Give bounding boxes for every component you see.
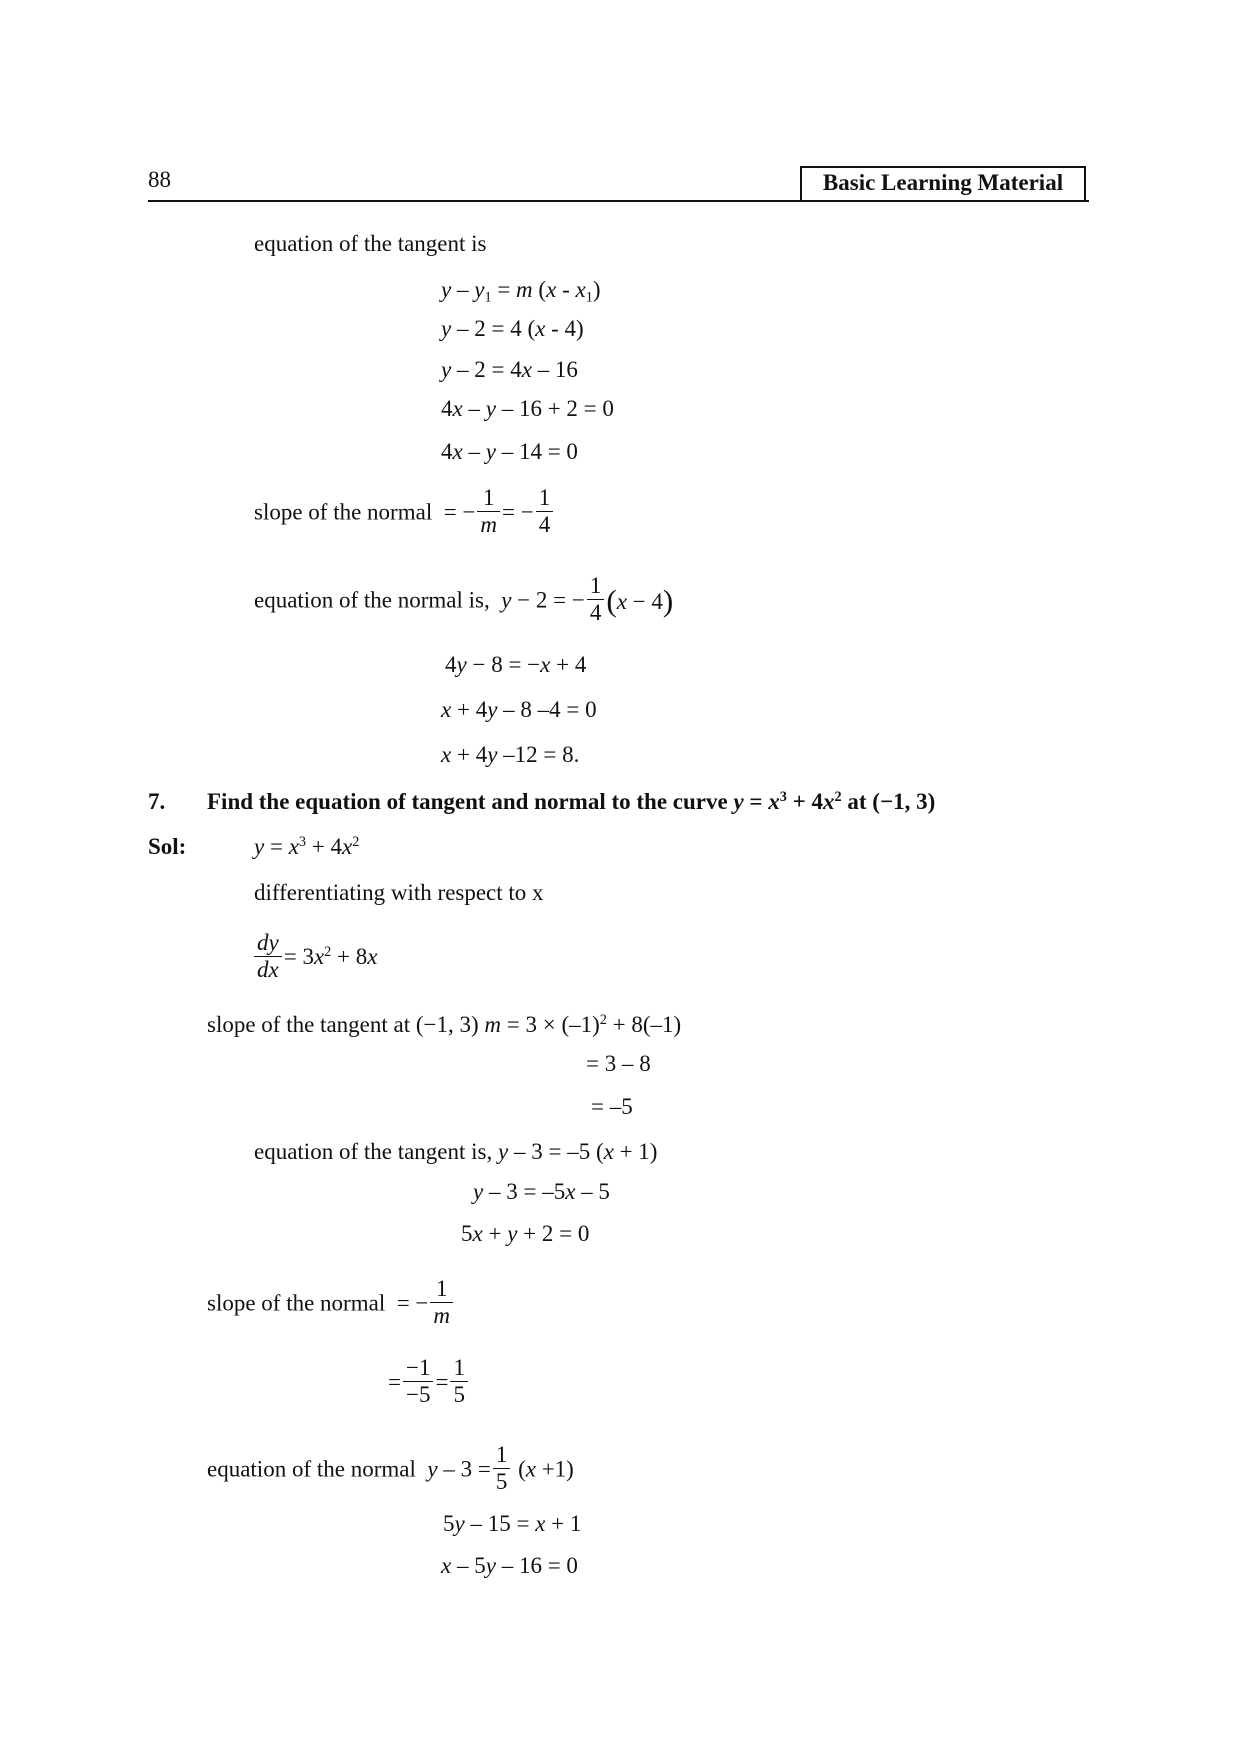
differentiating-text: differentiating with respect to x <box>254 880 544 905</box>
tangent-equation-line-3: y – 2 = 4x – 16 <box>441 357 578 382</box>
fraction-dy-dx: $\frac{dy}{dx}$ <box>254 930 282 984</box>
normal-equation-line-2: 4y − 8 = −x + 4 <box>445 652 587 677</box>
running-title: Basic Learning Material <box>800 166 1086 200</box>
normal-eq-step-3: x – 5y – 16 = 0 <box>441 1553 578 1578</box>
curve-equation: $y = x^3 + 4x^2$ <box>254 834 360 859</box>
tangent-eq-step-2: y – 3 = –5x – 5 <box>473 1179 610 1204</box>
slope-normal-value: = $\frac{-1}{-5}$ = $\frac{1}{5}$ <box>388 1355 470 1409</box>
fraction-1-over-5-b: $\frac{1}{5}$ <box>493 1442 511 1496</box>
header-rule <box>148 200 1089 202</box>
fraction-1-over-m-b: $\frac{1}{m}$ <box>430 1276 453 1330</box>
slope-normal-label: slope of the normal <box>207 1290 386 1316</box>
fraction-1-over-5: $\frac{1}{5}$ <box>450 1355 468 1409</box>
normal-equation-line-4: x + 4y –12 = 8. <box>441 742 580 767</box>
slope-normal-row: slope of the normal = − $\frac{1}{m}$ <box>207 1276 455 1330</box>
normal-eq-row: equation of the normal y – 3 = $\frac{1}{5}$ (x +1) <box>207 1442 574 1495</box>
normal-slope-row: slope of the normal = − $\frac{1}{m}$ = − $\frac{1}{4}$ <box>254 485 555 539</box>
question-row: Find the equation of tangent and normal to the curve $y = x^3 + 4x^2$ at (−1, 3) <box>207 789 936 814</box>
normal-eq-label-sol: equation of the normal <box>207 1456 416 1482</box>
slope-tangent-row: slope of the tangent at (−1, 3) $m = 3 \times (-1)^2 + 8(-1)$ <box>207 1012 682 1037</box>
normal-eq-label: equation of the normal is, <box>254 587 490 613</box>
tangent-equation-line-1: $y - y_1 = m$ $(x - x_1)$ <box>441 277 601 306</box>
tangent-equation-line-5: 4x – y – 14 = 0 <box>441 439 578 464</box>
question-point: at (−1, 3) <box>847 789 936 814</box>
tangent-equation-line-4: 4x – y – 16 + 2 = 0 <box>441 396 614 421</box>
normal-slope-label: slope of the normal <box>254 499 433 525</box>
slope-tangent-step-2: = 3 – 8 <box>586 1051 651 1076</box>
fraction-1-over-4-b: $\frac{1}{4}$ <box>587 573 605 627</box>
question-text: Find the equation of tangent and normal to the curve <box>207 789 728 814</box>
question-number: 7. <box>148 789 166 814</box>
solution-label: Sol: <box>148 834 187 859</box>
tangent-eq-step-3: 5x + y + 2 = 0 <box>461 1221 590 1246</box>
tangent-equation-line-2: y – 2 = 4 (x - 4) <box>441 316 584 341</box>
normal-equation-line-3: x + 4y – 8 –4 = 0 <box>441 697 597 722</box>
normal-eq-step-2: 5y – 15 = x + 1 <box>443 1511 582 1536</box>
derivative-equation: $\frac{dy}{dx}$ = $3x^2 + 8x$ <box>252 930 378 984</box>
page-number: 88 <box>148 167 171 192</box>
tangent-intro-text: equation of the tangent is <box>254 231 487 256</box>
fraction-1-over-4: $\frac{1}{4}$ <box>536 485 554 539</box>
normal-equation-row: equation of the normal is, y − 2 = − $\frac{1}{4}$ (x − 4) <box>254 573 674 626</box>
slope-tangent-step-3: = –5 <box>591 1094 633 1119</box>
tangent-eq-label: equation of the tangent is, <box>254 1139 493 1164</box>
fraction-1-over-m: $\frac{1}{m}$ <box>477 485 500 539</box>
fraction-minus1-over-minus5: $\frac{-1}{-5}$ <box>403 1355 433 1409</box>
tangent-eq-row: equation of the tangent is, y – 3 = –5 (x + 1) <box>254 1139 658 1164</box>
slope-tangent-label: slope of the tangent at (−1, 3) <box>207 1012 479 1037</box>
